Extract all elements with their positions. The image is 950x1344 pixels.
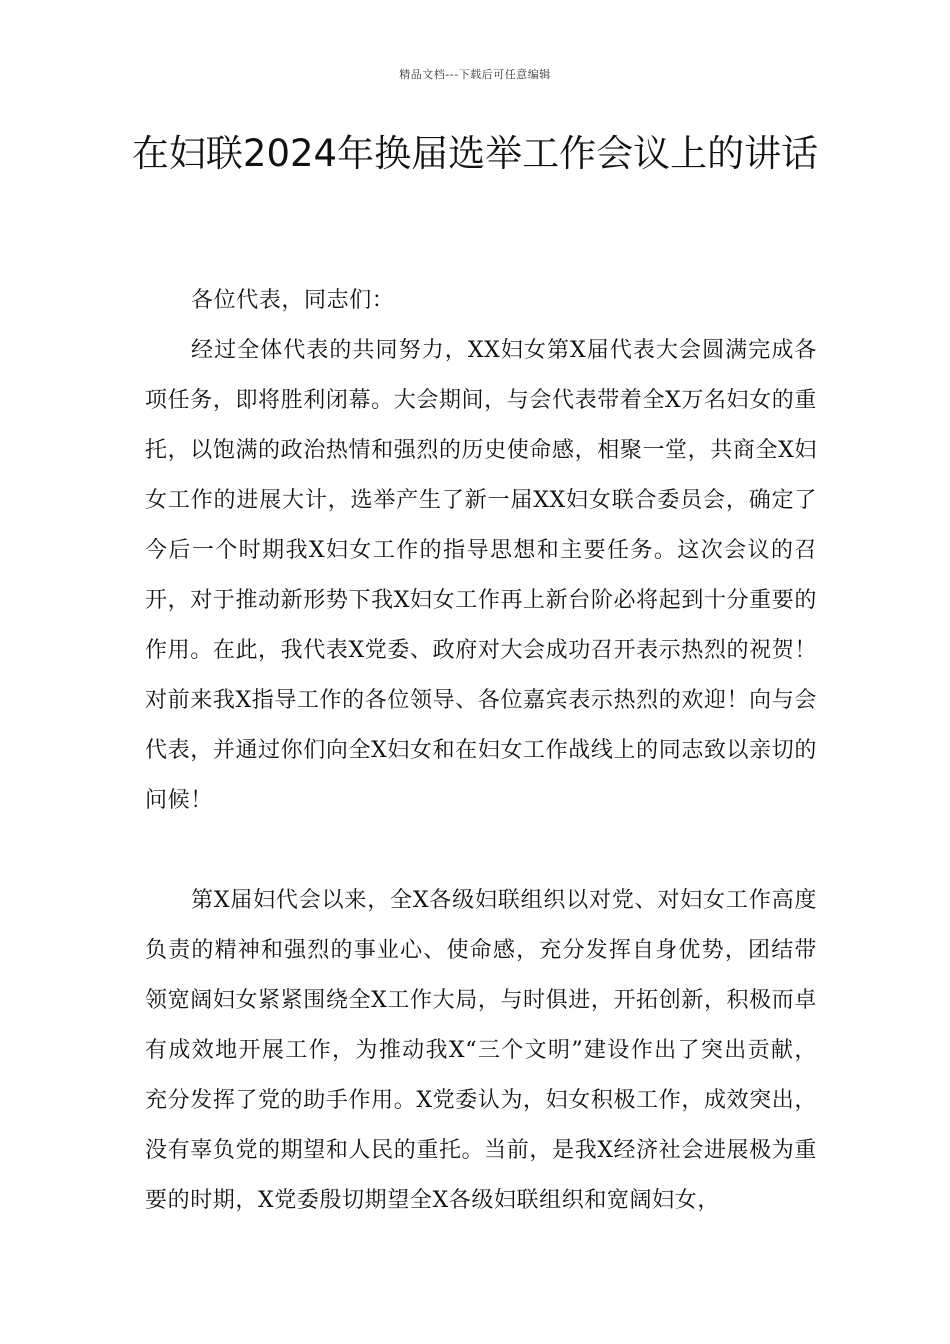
body-paragraph-1: 经过全体代表的共同努力，XX妇女第X届代表大会圆满完成各项任务，即将胜利闭幕。大会期间，与会代表带着全X万名妇女的重托，以饱满的政治热情和强烈的历史使命感，相聚一堂，共商全X妇女工作的进展大计，选举产生了新一届XX妇女联合委员会，确定了今后一个时期我X妇女工作的指导思想和主要任务。这次会议的召开，对于推动新形势下我X妇女工作再上新台阶必将起到十分重要的作用。在此，我代表X党委、政府对大会成功召开表示热烈的祝贺！对前来我X指导工作的各位领导、各位嘉宾表示热烈的欢迎！向与会代表，并通过你们向全X妇女和在妇女工作战线上的同志致以亲切的问候！ xyxy=(145,338,817,813)
header-note: 精品文档---下载后可任意编辑 xyxy=(399,68,551,81)
salutation-paragraph: 各位代表，同志们： xyxy=(191,288,395,313)
document-body xyxy=(145,276,817,1226)
body-paragraph-2: 第X届妇代会以来，全X各级妇联组织以对党、对妇女工作高度负责的精神和强烈的事业心、使命感，充分发挥自身优势，团结带领宽阔妇女紧紧围绕全X工作大局，与时俱进，开拓创新，积极而卓有成效地开展工作，为推动我X“三个文明”建设作出了突出贡献，充分发挥了党的助手作用。X党委认为，妇女积极工作，成效突出，没有辜负党的期望和人民的重托。当前，是我X经济社会进展极为重要的时期，X党委殷切期望全X各级妇联组织和宽阔妇女， xyxy=(145,888,817,1213)
document-title: 在妇联2024年换届选举工作会议上的讲话 xyxy=(131,132,819,175)
